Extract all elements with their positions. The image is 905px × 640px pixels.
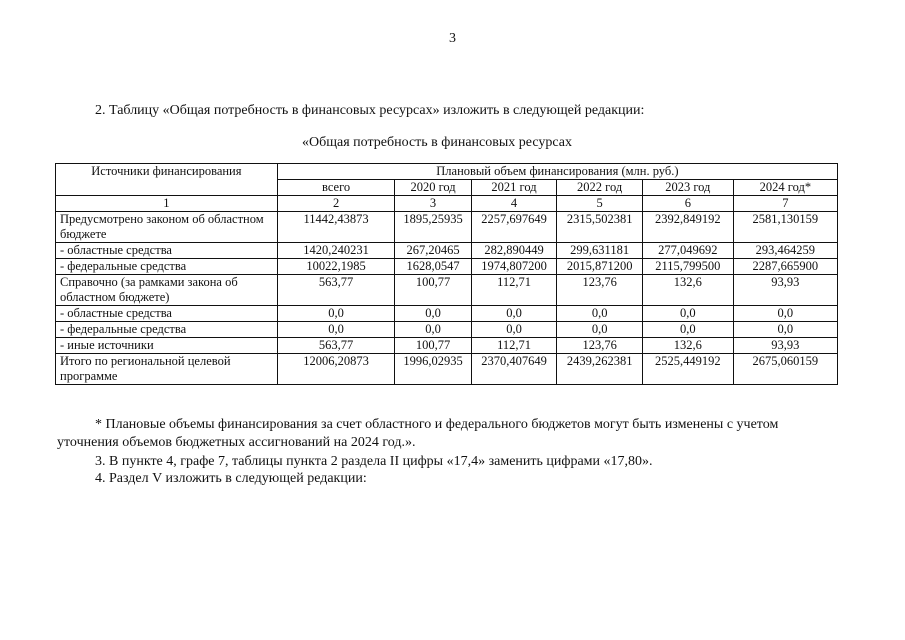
value-cell: 123,76 — [557, 275, 643, 306]
table-title: «Общая потребность в финансовых ресурсах — [302, 135, 572, 150]
value-cell: 10022,1985 — [277, 259, 395, 275]
table-body — [56, 212, 838, 385]
value-cell: 100,77 — [395, 275, 471, 306]
year-header-cell: 2023 год — [642, 180, 733, 196]
table-row — [56, 354, 838, 385]
value-cell: 0,0 — [733, 306, 837, 322]
value-cell: 1420,240231 — [277, 243, 395, 259]
footnote: * Плановые объемы финансирования за счет областного и федерального бюджетов могут быть изменены с учетом уточнения объемов бюджетных ассигнований на 2024 год.». — [57, 417, 779, 450]
row-label-cell: - областные средства — [56, 243, 278, 259]
value-cell: 2115,799500 — [642, 259, 733, 275]
value-cell: 2315,502381 — [557, 212, 643, 243]
year-header-cell: 2022 год — [557, 180, 643, 196]
value-cell: 2392,849192 — [642, 212, 733, 243]
value-cell: 277,049692 — [642, 243, 733, 259]
column-number-cell: 5 — [557, 196, 643, 212]
planned-header: Плановый объем финансирования (млн. руб.) — [277, 164, 837, 180]
value-cell: 2581,130159 — [733, 212, 837, 243]
value-cell: 100,77 — [395, 338, 471, 354]
table-row — [56, 212, 838, 243]
table-row — [56, 338, 838, 354]
column-number-cell: 3 — [395, 196, 471, 212]
value-cell: 299,631181 — [557, 243, 643, 259]
value-cell: 11442,43873 — [277, 212, 395, 243]
value-cell: 112,71 — [471, 338, 557, 354]
value-cell: 112,71 — [471, 275, 557, 306]
row-label-cell: - федеральные средства — [56, 322, 278, 338]
value-cell: 2257,697649 — [471, 212, 557, 243]
financing-table — [55, 163, 838, 385]
page-number: 3 — [449, 31, 456, 46]
point-4-paragraph: 4. Раздел V изложить в следующей редакции: — [95, 471, 367, 486]
row-label-cell: Предусмотрено законом об областном бюджете — [56, 212, 278, 243]
value-cell: 1895,25935 — [395, 212, 471, 243]
value-cell: 0,0 — [277, 306, 395, 322]
column-number-row — [56, 196, 838, 212]
value-cell: 12006,20873 — [277, 354, 395, 385]
intro-paragraph: 2. Таблицу «Общая потребность в финансовых ресурсах» изложить в следующей редакции: — [95, 103, 645, 118]
table-row — [56, 322, 838, 338]
value-cell: 2287,665900 — [733, 259, 837, 275]
value-cell: 1628,0547 — [395, 259, 471, 275]
row-label-cell: - иные источники — [56, 338, 278, 354]
row-label-cell: Справочно (за рамками закона об областном бюджете) — [56, 275, 278, 306]
value-cell: 2675,060159 — [733, 354, 837, 385]
value-cell: 132,6 — [642, 275, 733, 306]
column-number-cell: 1 — [56, 196, 278, 212]
value-cell: 563,77 — [277, 275, 395, 306]
column-number-cell: 2 — [277, 196, 395, 212]
value-cell: 123,76 — [557, 338, 643, 354]
row-label-cell: - федеральные средства — [56, 259, 278, 275]
value-cell: 0,0 — [557, 306, 643, 322]
point-3-paragraph: 3. В пункте 4, графе 7, таблицы пункта 2 раздела II цифры «17,4» заменить цифрами «17,80». — [95, 454, 653, 469]
value-cell: 0,0 — [471, 322, 557, 338]
value-cell: 282,890449 — [471, 243, 557, 259]
table-header-row — [56, 164, 838, 180]
value-cell: 2370,407649 — [471, 354, 557, 385]
value-cell: 563,77 — [277, 338, 395, 354]
value-cell: 2525,449192 — [642, 354, 733, 385]
value-cell: 0,0 — [395, 306, 471, 322]
column-number-cell: 6 — [642, 196, 733, 212]
value-cell: 0,0 — [471, 306, 557, 322]
year-header-cell: 2021 год — [471, 180, 557, 196]
value-cell: 1996,02935 — [395, 354, 471, 385]
value-cell: 2439,262381 — [557, 354, 643, 385]
row-label-cell: - областные средства — [56, 306, 278, 322]
value-cell: 2015,871200 — [557, 259, 643, 275]
value-cell: 0,0 — [642, 322, 733, 338]
value-cell: 0,0 — [642, 306, 733, 322]
table-row — [56, 259, 838, 275]
table-row — [56, 306, 838, 322]
value-cell: 93,93 — [733, 275, 837, 306]
year-header-cell: 2020 год — [395, 180, 471, 196]
sources-header: Источники финансирования — [56, 164, 278, 196]
value-cell: 293,464259 — [733, 243, 837, 259]
column-number-cell: 4 — [471, 196, 557, 212]
value-cell: 1974,807200 — [471, 259, 557, 275]
value-cell: 93,93 — [733, 338, 837, 354]
column-number-cell: 7 — [733, 196, 837, 212]
value-cell: 0,0 — [395, 322, 471, 338]
value-cell: 0,0 — [733, 322, 837, 338]
value-cell: 132,6 — [642, 338, 733, 354]
year-header-cell: 2024 год* — [733, 180, 837, 196]
table-row — [56, 275, 838, 306]
value-cell: 0,0 — [277, 322, 395, 338]
value-cell: 0,0 — [557, 322, 643, 338]
row-label-cell: Итого по региональной целевой программе — [56, 354, 278, 385]
table-row — [56, 243, 838, 259]
value-cell: 267,20465 — [395, 243, 471, 259]
year-header-cell: всего — [277, 180, 395, 196]
